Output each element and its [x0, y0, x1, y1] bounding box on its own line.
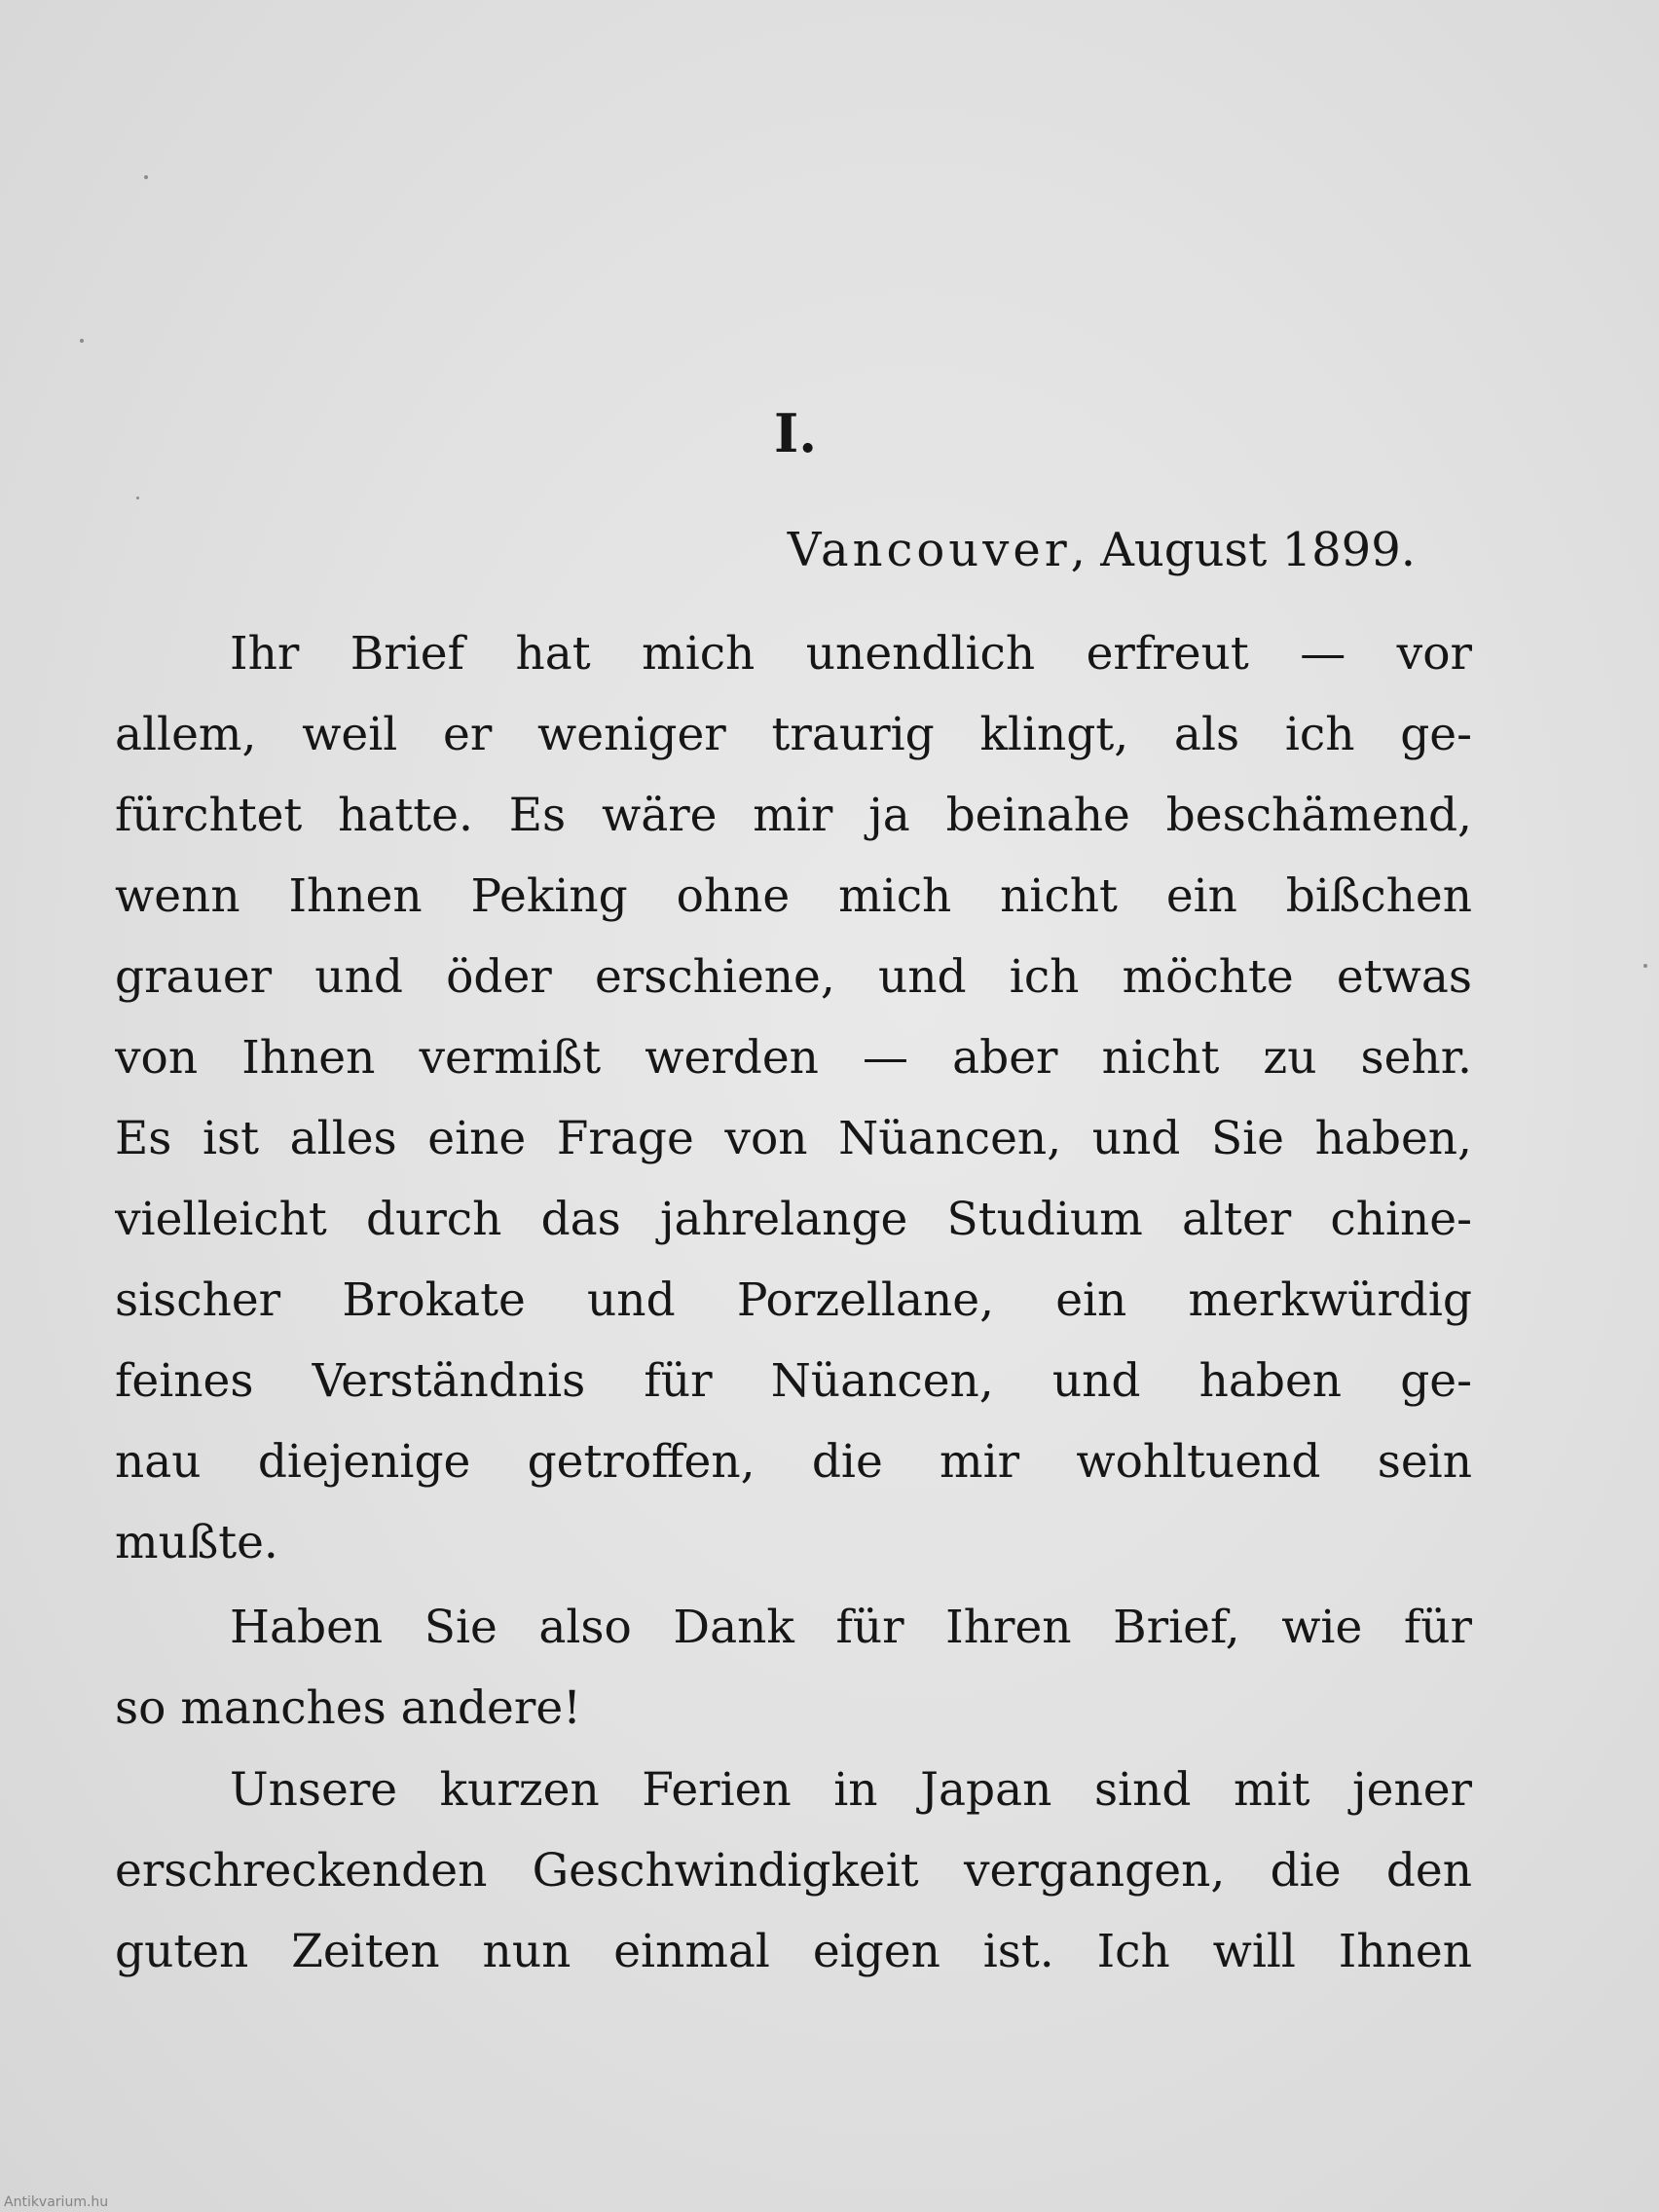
- text-line: vielleicht durch das jahrelange Studium alter chine-: [115, 1193, 1472, 1246]
- text-line: erschreckenden Geschwindigkeit vergangen, die den: [115, 1844, 1472, 1898]
- text-line: Ihr Brief hat mich unendlich erfreut — vor: [230, 627, 1472, 681]
- paragraph-1: [115, 613, 1472, 1583]
- text-line: Unsere kurzen Ferien in Japan sind mit jener: [230, 1763, 1472, 1817]
- text-line: fürchtet hatte. Es wäre mir ja beinahe beschämend,: [115, 789, 1472, 842]
- paragraph-2: [115, 1587, 1472, 1749]
- text-line: von Ihnen vermißt werden — aber nicht zu sehr.: [115, 1031, 1472, 1085]
- dateline-place: Vancouver: [787, 523, 1071, 577]
- text-line: Haben Sie also Dank für Ihren Brief, wie für: [230, 1601, 1472, 1654]
- text-line: nau diejenige getroffen, die mir wohltuend sein: [115, 1435, 1472, 1489]
- letter-dateline: [788, 511, 1416, 589]
- text-line: so manches andere!: [115, 1681, 582, 1735]
- text-line: mußte.: [115, 1516, 278, 1569]
- paper-speck: [136, 497, 139, 499]
- paper-speck: [80, 339, 84, 343]
- dateline-date: , August 1899.: [1070, 523, 1416, 577]
- paragraph-3: [115, 1750, 1472, 1992]
- chapter-number: I.: [773, 402, 818, 464]
- text-line: guten Zeiten nun einmal eigen ist. Ich will Ihnen: [115, 1925, 1472, 1978]
- text-line: allem, weil er weniger traurig klingt, als ich ge-: [115, 708, 1472, 761]
- text-line: sischer Brokate und Porzellane, ein merkwürdig: [115, 1273, 1472, 1327]
- paper-speck: [1643, 964, 1647, 968]
- text-line: feines Verständnis für Nüancen, und haben ge-: [115, 1354, 1472, 1408]
- text-line: grauer und öder erschiene, und ich möchte etwas: [115, 950, 1472, 1004]
- text-line: wenn Ihnen Peking ohne mich nicht ein bißchen: [115, 869, 1472, 923]
- watermark: Antikvarium.hu: [4, 2194, 109, 2210]
- paper-speck: [144, 175, 148, 179]
- text-line: Es ist alles eine Frage von Nüancen, und Sie haben,: [115, 1112, 1472, 1165]
